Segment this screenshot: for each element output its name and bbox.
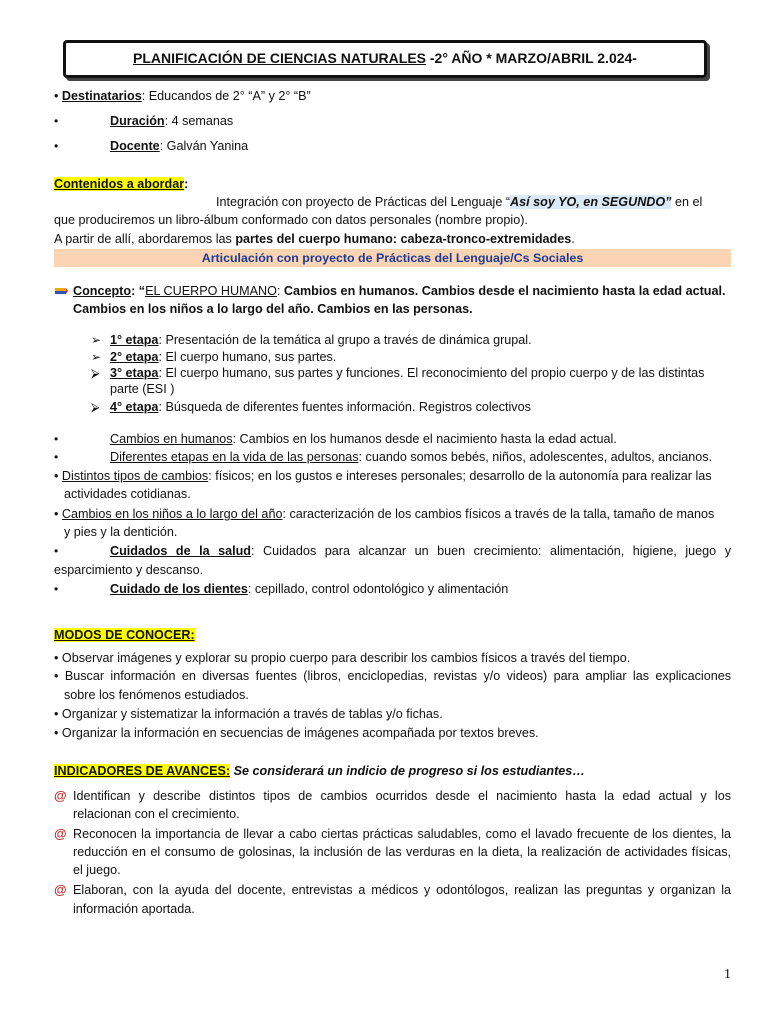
concepto-label: Concepto [73, 284, 132, 298]
cambios-3-label: Distintos tipos de cambios [61, 469, 209, 483]
contenidos-p1-a: Integración con proyecto de Prácticas del Lenguaje “ [216, 195, 511, 209]
cambios-1-text: : Cambios en los humanos desde el nacimiento hasta la edad actual. [232, 432, 617, 446]
contenidos-p3-c: . [571, 232, 575, 246]
bullet-icon: • [54, 669, 59, 683]
cambios-4-line-2: y pies y la dentición. [64, 525, 178, 539]
bullet-icon: • [54, 507, 59, 521]
contenidos-line-2: que produciremos un libro-álbum conformado con datos personales (nombre propio). [54, 213, 528, 227]
meta-docente [110, 137, 248, 155]
indicadores-heading [54, 762, 585, 780]
etapa-4-label: 4° etapa [110, 400, 159, 414]
at-sign-icon: @ [54, 826, 67, 841]
concepto-name: EL CUERPO HUMANO [145, 284, 277, 298]
page-title [63, 40, 707, 78]
modos-item-4 [54, 724, 539, 742]
contenidos-p3-a: A partir de allí, abordaremos las [54, 232, 236, 246]
contenidos-heading-text: Contenidos a abordar [54, 177, 185, 191]
docente-value: : Galván Yanina [159, 139, 249, 153]
cambios-2 [110, 448, 712, 466]
cambios-3-line-2: actividades cotidianas. [64, 487, 191, 501]
modos-item-2-text: Buscar información en diversas fuentes (libros, enciclopedias, revistas y/o videos) para ampliar las explicaciones [64, 669, 732, 683]
etapa-4-text: : Búsqueda de diferentes fuentes información. Registros colectivos [158, 400, 531, 414]
docente-label: Docente [110, 139, 160, 153]
etapa-3-label: 3° etapa [110, 366, 159, 380]
title-sub: -2° AÑO * MARZO/ABRIL 2.024- [426, 50, 637, 66]
cambios-3 [54, 467, 731, 485]
indicador-2-line-2: reducción en el consumo de golosinas, la inclusión de las verduras en la dieta, la realización de actividades físicas, [73, 845, 731, 859]
cambios-6-label: Cuidado de los dientes [110, 582, 248, 596]
modos-item-3-text: Organizar y sistematizar la información a través de tablas y/o fichas. [61, 707, 443, 721]
modos-item-3 [54, 705, 443, 723]
modos-item-1-text: Observar imágenes y explorar su propio cuerpo para describir los cambios físicos a través del tiempo. [61, 651, 631, 665]
indicador-1-line-1: Identifican y describe distintos tipos de cambios ocurridos desde el nacimiento hasta la edad actual y los [73, 789, 731, 803]
cambios-6-text: : cepillado, control odontológico y alimentación [247, 582, 509, 596]
etapa-1-label: 1° etapa [110, 333, 159, 347]
indicador-1-line-2: relacionan con el crecimiento. [73, 807, 240, 821]
bullet-icon: • [54, 432, 59, 446]
concepto-text-1: Cambios en humanos. Cambios desde el nacimiento hasta la edad actual. [283, 284, 726, 298]
modos-item-2-line-2: sobre los fenómenos estudiados. [64, 688, 249, 702]
etapa-3 [110, 364, 704, 382]
etapa-1-text: : Presentación de la temática al grupo a través de dinámica grupal. [158, 333, 532, 347]
modos-item-4-text: Organizar la información en secuencias de imágenes acompañada por textos breves. [61, 726, 539, 740]
contenidos-heading-colon: : [184, 177, 189, 191]
etapa-4 [110, 398, 531, 416]
cambios-4-text: : caracterización de los cambios físicos a través de la talla, tamaño de manos [282, 507, 715, 521]
modos-heading-text: MODOS DE CONOCER: [54, 628, 195, 642]
concepto-line-2: Cambios en los niños a lo largo del año. Cambios en las personas. [73, 302, 473, 316]
bullet-icon: • [54, 139, 59, 153]
concepto-icon [54, 284, 68, 302]
modos-item-1 [54, 649, 630, 667]
contenidos-line-3 [54, 230, 575, 248]
arrow-icon: ➢ [91, 333, 102, 347]
etapa-1 [110, 331, 532, 349]
cambios-5-label: Cuidados de la salud [110, 544, 252, 558]
duracion-value: : 4 semanas [164, 114, 234, 128]
contenidos-line-1 [216, 193, 731, 211]
modos-heading [54, 626, 195, 644]
bullet-icon: • [54, 89, 59, 103]
etapa-2-label: 2° etapa [110, 350, 159, 364]
cambios-1 [110, 430, 617, 448]
indicadores-subheading: Se considerará un indicio de progreso si los estudiantes… [230, 764, 585, 778]
destinatarios-label: Destinatarios [61, 89, 142, 103]
bullet-icon: • [54, 651, 59, 665]
title-main: PLANIFICACIÓN DE CIENCIAS NATURALES [133, 50, 426, 66]
modos-item-2 [54, 667, 731, 685]
arrow-icon: ⮚ [91, 400, 100, 414]
meta-duracion [110, 112, 233, 130]
cambios-1-label: Cambios en humanos [110, 432, 233, 446]
contenidos-p1-c: en el [671, 195, 703, 209]
arrow-icon: ➢ [91, 350, 102, 364]
indicadores-heading-text: INDICADORES DE AVANCES: [54, 764, 231, 778]
bullet-icon: • [54, 544, 59, 558]
etapa-3-text: : El cuerpo humano, sus partes y funciones. El reconocimiento del propio cuerpo y de las distintas [158, 366, 705, 380]
etapa-3-line-2: parte (ESI ) [110, 382, 175, 396]
bullet-icon: • [54, 114, 59, 128]
duracion-label: Duración [110, 114, 165, 128]
cambios-5 [110, 542, 731, 560]
concepto-colon: : “ [131, 284, 146, 298]
at-sign-icon: @ [54, 882, 67, 897]
cambios-5-text: : Cuidados para alcanzar un buen crecimiento: alimentación, higiene, juego y [251, 544, 731, 558]
destinatarios-value: : Educandos de 2° “A” y 2° “B” [141, 89, 311, 103]
indicador-2-line-1: Reconocen la importancia de llevar a cabo ciertas prácticas saludables, como el lavado frecuente de los dientes, la [73, 827, 731, 841]
contenidos-p3-b: partes del cuerpo humano: cabeza-tronco-extremidades [235, 232, 572, 246]
indicador-3-line-1: Elaboran, con la ayuda del docente, entrevistas a médicos y odontólogos, realizan las preguntas y organizan la [73, 883, 731, 897]
page-number: 1 [724, 967, 731, 982]
bullet-icon: • [54, 726, 59, 740]
bullet-icon: • [54, 469, 59, 483]
at-sign-icon: @ [54, 788, 67, 803]
etapa-2-text: : El cuerpo humano, sus partes. [158, 350, 337, 364]
cambios-3-text: : físicos; en los gustos e intereses personales; desarrollo de la autonomía para realizar las [208, 469, 712, 483]
concepto-colon2: : [276, 284, 284, 298]
project-name: Así soy YO, en SEGUNDO” [510, 195, 672, 209]
bullet-icon: • [54, 582, 59, 596]
indicador-2-line-3: el juego. [73, 863, 121, 877]
meta-destinatarios [54, 87, 311, 105]
cambios-2-label: Diferentes etapas en la vida de las personas [110, 450, 359, 464]
pencil-icon [54, 285, 68, 297]
cambios-6 [110, 580, 508, 598]
bullet-icon: • [54, 450, 59, 464]
cambios-2-text: : cuando somos bebés, niños, adolescentes, adultos, ancianos. [358, 450, 713, 464]
articulacion-band: Articulación con proyecto de Prácticas del Lenguaje/Cs Sociales [54, 249, 731, 267]
contenidos-heading [54, 175, 188, 193]
bullet-icon: • [54, 707, 59, 721]
cambios-5-line-2: esparcimiento y descanso. [54, 563, 204, 577]
cambios-4-label: Cambios en los niños a lo largo del año [61, 507, 283, 521]
concepto-line-1 [73, 282, 731, 300]
indicador-3-line-2: información aportada. [73, 902, 195, 916]
arrow-icon: ⮚ [91, 366, 100, 380]
cambios-4 [54, 505, 731, 523]
